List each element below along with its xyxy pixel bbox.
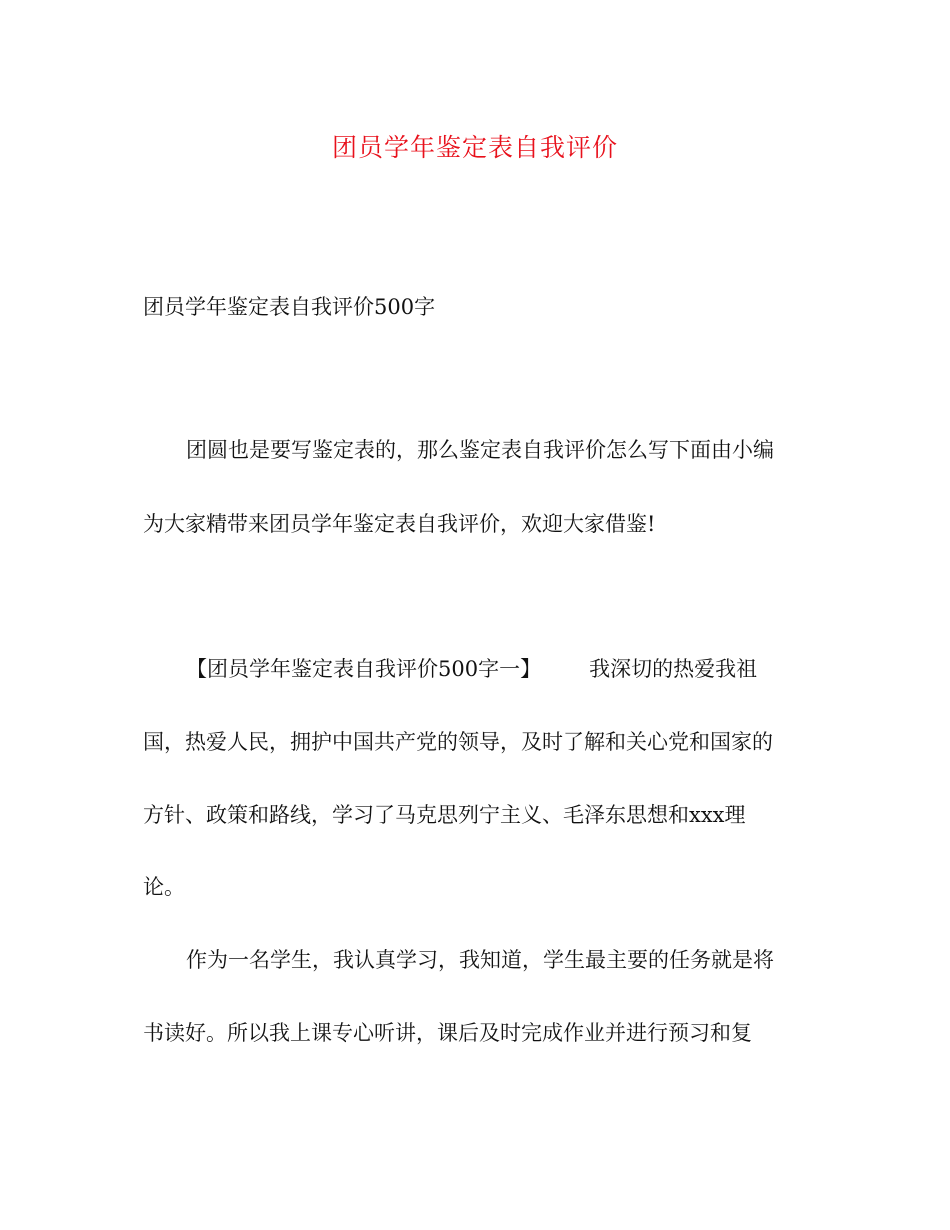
intro-line-2: 为大家精带来团员学年鉴定表自我评价，欢迎大家借鉴!: [143, 512, 656, 536]
section1-line-2: 国，热爱人民，拥护中国共产党的领导，及时了解和关心党和国家的: [143, 730, 773, 754]
document-title: 团员学年鉴定表自我评价: [331, 133, 618, 162]
intro-line-1: 团圆也是要写鉴定表的，那么鉴定表自我评价怎么写下面由小编: [186, 438, 774, 462]
section1-first-line: [186, 654, 757, 684]
section1-heading: 【团员学年鉴定表自我评价500字一】: [186, 657, 542, 681]
section1-line-3: 方针、政策和路线，学习了马克思列宁主义、毛泽东思想和xxx理: [143, 803, 746, 827]
paragraph2-line-1: 作为一名学生，我认真学习，我知道，学生最主要的任务就是将: [186, 948, 774, 972]
document-subtitle: 团员学年鉴定表自我评价500字: [143, 295, 436, 319]
paragraph2-line-2: 书读好。所以我上课专心听讲，课后及时完成作业并进行预习和复: [143, 1021, 752, 1045]
section1-line-4: 论。: [143, 875, 185, 899]
section1-line1-tail: 我深切的热爱我祖: [589, 657, 758, 681]
